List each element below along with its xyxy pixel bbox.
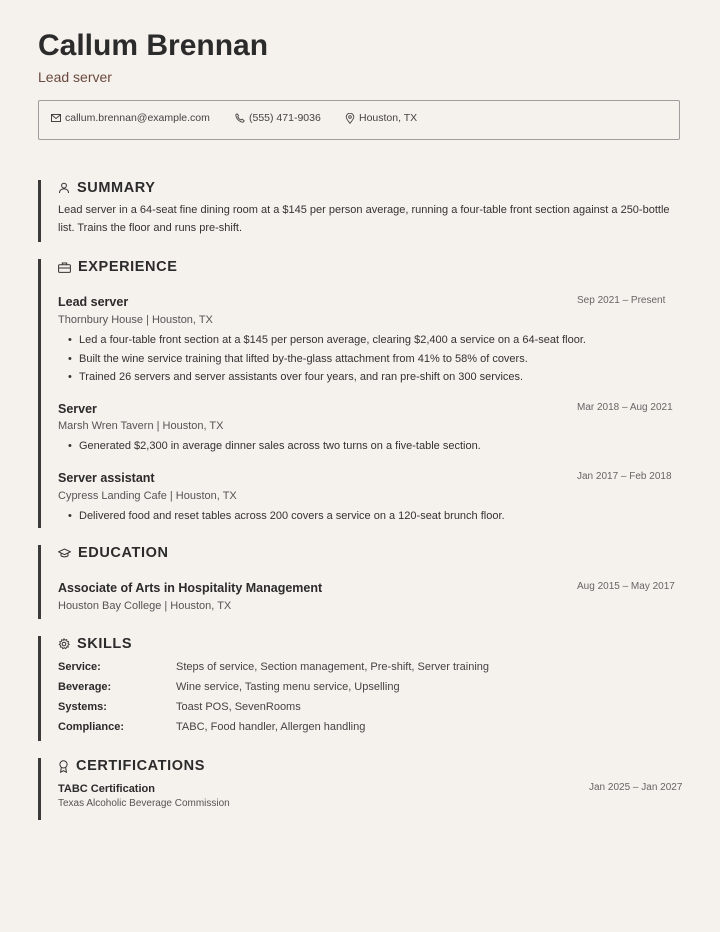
skill-value: Toast POS, SevenRooms bbox=[176, 701, 301, 713]
job-bullet: • Led a four-table front section at a $145 per person average, clearing $2,400 a service on a 64-seat floor. bbox=[79, 334, 586, 346]
job-org: Thornbury House | Houston, TX bbox=[58, 314, 213, 326]
skills-heading-text: SKILLS bbox=[77, 636, 133, 652]
job-title: Server bbox=[58, 402, 97, 416]
experience-heading bbox=[58, 259, 177, 275]
contact-email[interactable] bbox=[51, 112, 210, 124]
briefcase-icon bbox=[58, 262, 71, 273]
job-dates: Mar 2018 – Aug 2021 bbox=[577, 402, 673, 413]
certifications-heading bbox=[58, 758, 205, 774]
summary-line-2: list. Trains the floor and runs pre-shift. bbox=[58, 222, 243, 234]
job-bullet: • Generated $2,300 in average dinner sales across two turns on a five-table section. bbox=[79, 440, 481, 452]
job-title: Server assistant bbox=[58, 471, 155, 485]
summary-heading-text: SUMMARY bbox=[77, 180, 156, 196]
certification-dates: Jan 2025 – Jan 2027 bbox=[589, 782, 683, 793]
skill-label: Systems: bbox=[58, 701, 107, 713]
email-text: callum.brennan@example.com bbox=[65, 112, 210, 124]
job-dates: Sep 2021 – Present bbox=[577, 295, 666, 306]
skill-value: TABC, Food handler, Allergen handling bbox=[176, 721, 366, 733]
certification-name: TABC Certification bbox=[58, 783, 155, 795]
education-heading bbox=[58, 545, 169, 561]
summary-section bbox=[38, 180, 682, 242]
skills-heading bbox=[58, 636, 132, 652]
location-text: Houston, TX bbox=[359, 112, 418, 124]
education-section bbox=[38, 545, 682, 619]
map-pin-icon bbox=[345, 113, 355, 124]
school-name: Houston Bay College | Houston, TX bbox=[58, 600, 232, 612]
job-bullet: • Delivered food and reset tables across 200 covers a service on a 120-seat brunch floor. bbox=[79, 510, 505, 522]
summary-line-1: Lead server in a 64-seat fine dining room at a $145 per person average, running a four-table front section against a 250-bottle bbox=[58, 204, 670, 216]
job-bullet: • Trained 26 servers and server assistants over four years, and ran pre-shift on 300 services. bbox=[79, 371, 523, 383]
contact-phone[interactable] bbox=[235, 112, 321, 124]
mail-icon bbox=[51, 114, 61, 122]
education-heading-text: EDUCATION bbox=[78, 545, 169, 561]
degree-title: Associate of Arts in Hospitality Management bbox=[58, 581, 323, 595]
user-icon bbox=[58, 182, 70, 194]
job-bullet: • Built the wine service training that lifted by-the-glass attachment from 41% to 58% of covers. bbox=[79, 353, 528, 365]
experience-section bbox=[38, 259, 682, 528]
job-dates: Jan 2017 – Feb 2018 bbox=[577, 471, 672, 482]
education-dates: Aug 2015 – May 2017 bbox=[577, 581, 675, 592]
experience-heading-text: EXPERIENCE bbox=[78, 259, 178, 275]
job-org: Marsh Wren Tavern | Houston, TX bbox=[58, 420, 224, 432]
summary-heading bbox=[58, 180, 156, 196]
skills-section bbox=[38, 636, 682, 741]
phone-icon bbox=[235, 113, 245, 123]
certifications-heading-text: CERTIFICATIONS bbox=[76, 758, 205, 774]
job-title: Lead server bbox=[58, 295, 129, 309]
candidate-role: Lead server bbox=[38, 69, 112, 85]
contact-location bbox=[345, 112, 417, 124]
certification-issuer: Texas Alcoholic Beverage Commission bbox=[58, 798, 230, 809]
skill-label: Service: bbox=[58, 661, 101, 673]
contact-bar bbox=[38, 100, 680, 140]
skill-value: Steps of service, Section management, Pre-shift, Server training bbox=[176, 661, 490, 673]
skill-label: Beverage: bbox=[58, 681, 112, 693]
skill-label: Compliance: bbox=[58, 721, 125, 733]
award-icon bbox=[58, 760, 69, 773]
graduation-cap-icon bbox=[58, 548, 71, 559]
job-org: Cypress Landing Cafe | Houston, TX bbox=[58, 490, 237, 502]
certifications-section bbox=[38, 758, 682, 820]
candidate-name: Callum Brennan bbox=[38, 29, 269, 62]
phone-text: (555) 471-9036 bbox=[249, 112, 321, 124]
gear-icon bbox=[58, 638, 70, 650]
skill-value: Wine service, Tasting menu service, Upselling bbox=[176, 681, 400, 693]
